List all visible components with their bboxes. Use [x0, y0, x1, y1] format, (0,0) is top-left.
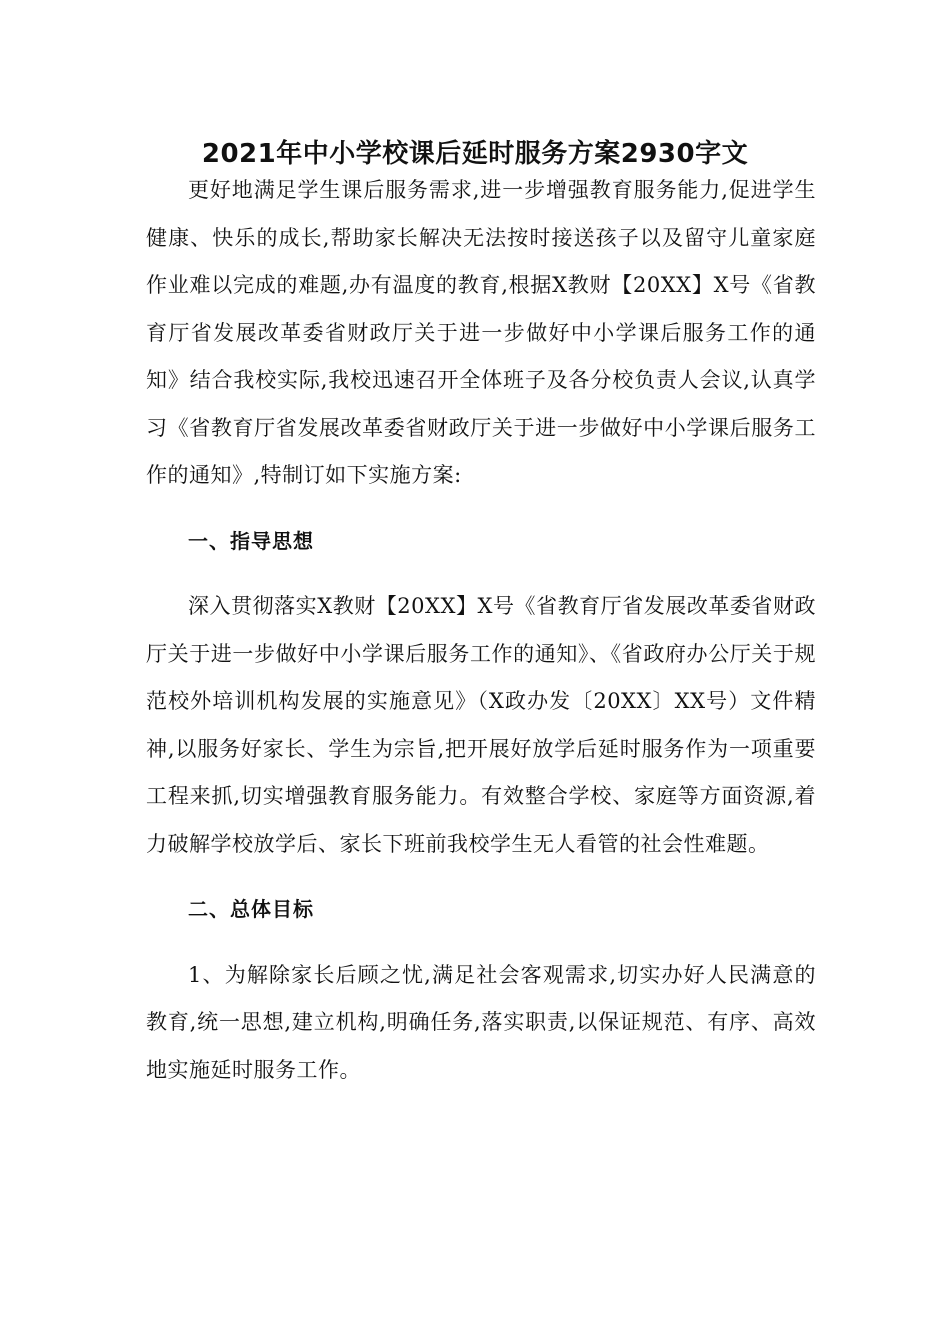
spacer [146, 500, 816, 518]
document-title: 2021年中小学校课后延时服务方案2930字文 [201, 139, 749, 169]
document-body [146, 167, 816, 1094]
spacer [146, 868, 816, 886]
spacer [146, 934, 816, 952]
overall-goals-item-1: 1、为解除家长后顾之忧,满足社会客观需求,切实办好人民满意的教育,统一思想,建立机构,明确任务,落实职责,以保证规范、有序、高效地实施延时服务工作。 [146, 962, 816, 1082]
intro-paragraph: 更好地满足学生课后服务需求,进一步增强教育服务能力,促进学生健康、快乐的成长,帮助家长解决无法按时接送孩子以及留守儿童家庭作业难以完成的难题,办有温度的教育,根据X教财【20XX】X号《省教育厅省发展改革委省财政厅关于进一步做好中小学课后服务工作的通知》结合我校实际,我校迅速召开全体班子及各分校负责人会议,认真学习《省教育厅省发展改革委省财政厅关于进一步做好中小学课后服务工作的通知》,特制订如下实施方案: [146, 178, 816, 487]
guiding-ideology-paragraph: 深入贯彻落实X教财【20XX】X号《省教育厅省发展改革委省财政厅关于进一步做好中小学课后服务工作的通知》、《省政府办公厅关于规范校外培训机构发展的实施意见》（X政办发〔20XX〕XX号）文件精神,以服务好家长、学生为宗旨,把开展好放学后延时服务作为一项重要工程来抓,切实增强教育服务能力。有效整合学校、家庭等方面资源,着力破解学校放学后、家长下班前我校学生无人看管的社会性难题。 [146, 594, 816, 856]
spacer [146, 565, 816, 583]
section-heading-guiding-ideology: 一、指导思想 [188, 528, 314, 553]
section-heading-overall-goals: 二、总体目标 [188, 897, 314, 921]
